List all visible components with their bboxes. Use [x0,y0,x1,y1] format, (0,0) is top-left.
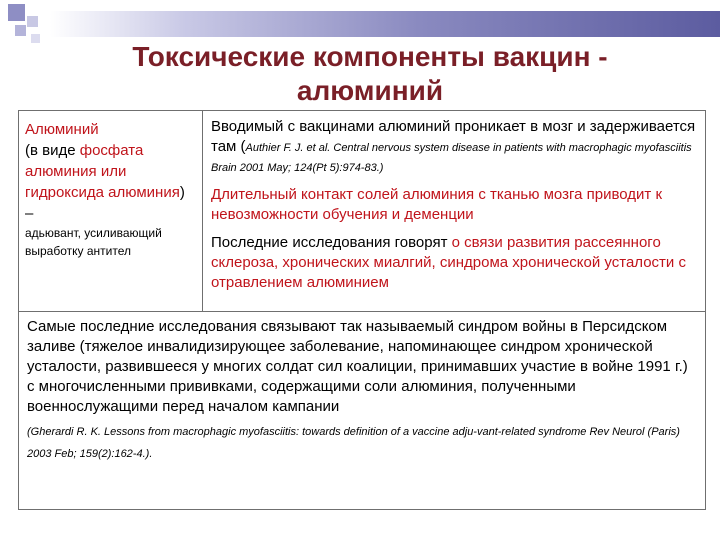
phosphate-text: фосфата [79,142,144,159]
title-line-1: Токсические компоненты вакцин - [132,41,608,72]
header-gradient-band [50,11,720,37]
decor-square [8,4,25,21]
left-cell [25,119,197,260]
close-text: ) – [25,184,185,222]
recent-research-text: Последние исследования говорят [211,234,452,251]
paragraph-recent-research [211,233,703,293]
gulf-war-text: Самые последние исследования связывают так называемый синдром войны в Персидском заливе (тяжелое инвалидизирующее заболевание, напоминающее синдром хронической усталости, развившееся у многих солдат сил коалиции, принимавших участие в войне 1991 г.) с многочисленными прививками, содержащими соли алюминия, полученными военнослужащими перед началом кампании [27,318,688,415]
gherardi-citation [27,421,697,465]
decor-square [31,34,40,43]
disease-link-text: о связи развития рассеянного склероза, хронических миалгий, синдрома хронической усталости с отравлением алюминием [211,234,686,291]
right-cell [211,117,703,293]
bottom-cell [27,317,697,465]
hydroxide-text: гидроксида [25,184,104,201]
paragraph-dementia: Длительный контакт солей алюминия с тканью мозга приводит к невозможности обучения и деменции [211,186,663,223]
authier-citation: Authier F. J. et al. Central nervous system disease in patients with macrophagic myofasciitis Brain 2001 May; 124(Pt 5):974-83.) [211,142,692,174]
decor-square [27,16,38,27]
content-table [18,110,706,510]
citation-period: . [149,448,153,460]
aluminum-label: Алюминий [25,121,99,138]
title-line-2: алюминий [296,75,444,106]
paren-open-text: (в виде [25,142,80,159]
column-divider [202,111,203,311]
hydroxide-tail-text: алюминия [108,184,180,201]
gherardi-citation-text: (Gherardi R. K. Lessons from macrophagic myofasciitis: towards definition of a vaccine adju-vant-related syndrome Rev Neurol (Paris) 2003 Feb; 159(2):162-4.) [27,426,680,460]
compound-description [25,140,197,224]
decor-square [15,25,26,36]
brain-penetration-text: Вводимый с вакцинами алюминий проникает в мозг и задерживается там ( [211,118,696,155]
adjuvant-role: адьювант, усиливающий выработку антител [25,226,162,258]
slide-title [60,40,680,108]
mid-text: алюминия или [25,163,127,180]
paragraph-brain-penetration [211,117,703,177]
row-divider [19,311,705,312]
